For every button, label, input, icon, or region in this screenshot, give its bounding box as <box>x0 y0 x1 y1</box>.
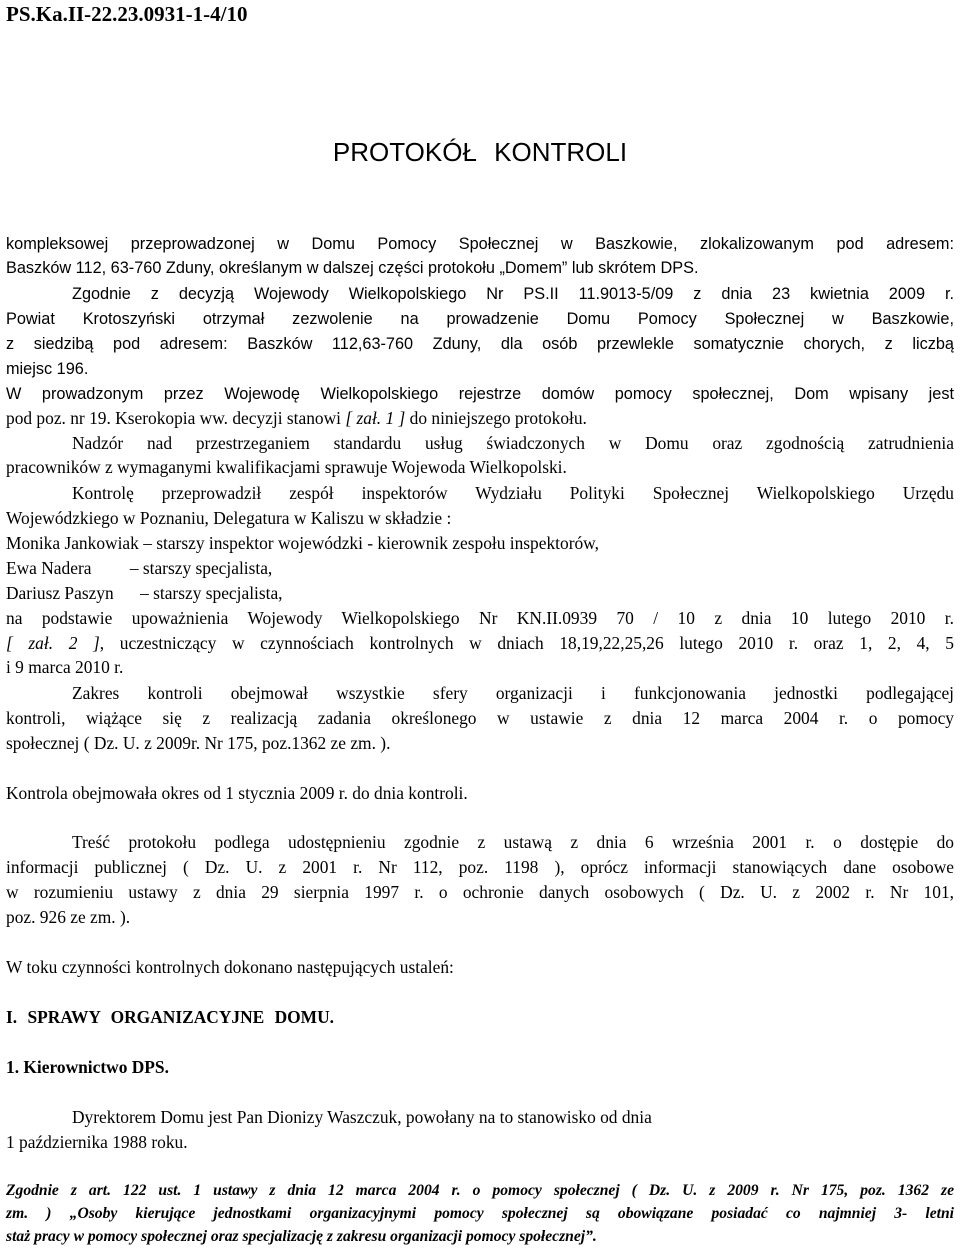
inspector-role: – starszy specjalista, <box>129 558 273 578</box>
intro-line-4: Powiat Krotoszyński otrzymał zezwolenie na prowadzenie Domu Pomocy Społecznej w Baszkowie, <box>6 310 954 328</box>
director-line-1: Dyrektorem Domu jest Pan Dionizy Waszczuk, powołany na to stanowisko od dnia <box>72 1107 652 1127</box>
disclosure-line-2: informacji publicznej ( Dz. U. z 2001 r. Nr 112, poz. 1198 ), oprócz informacji stanowiących dane osobowe <box>6 857 954 877</box>
footnote-line-2: zm. ) „Osoby kierujące jednostkami organizacyjnymi pomocy społecznej są obowiązane posiadać co najmniej 3- letni <box>6 1205 954 1222</box>
section-heading: I. SPRAWY ORGANIZACYJNE DOMU. <box>6 1007 334 1027</box>
inspector-row <box>6 531 954 555</box>
inspector-row <box>6 581 954 605</box>
intro-line-5: z siedzibą pod adresem: Baszków 112,63-760 Zduny, dla osób przewlekle somatycznie chorych, z liczbą <box>6 335 954 353</box>
inspector-role: – starszy inspektor wojewódzki - kierownik zespołu inspektorów, <box>143 533 599 553</box>
control-period: Kontrola obejmowała okres od 1 stycznia 2009 r. do dnia kontroli. <box>6 783 468 803</box>
participation-text: , uczestniczący w czynnościach kontrolnych w dniach 18,19,22,25,26 lutego 2010 r. oraz 1, 2, 4, 5 <box>99 633 954 653</box>
scope-line-1: Zakres kontroli obejmował wszystkie sfery organizacji i funkcjonowania jednostki podlegającej <box>72 683 954 703</box>
registry-text: pod poz. nr 19. Kserokopia ww. decyzji stanowi <box>6 408 346 428</box>
intro-line-3: Zgodnie z decyzją Wojewody Wielkopolskiego Nr PS.II 11.9013-5/09 z dnia 23 kwietnia 2009 r. <box>72 285 954 303</box>
participation-line <box>6 631 954 655</box>
document-reference-number: PS.Ka.II-22.23.0931-1-4/10 <box>6 2 248 26</box>
findings-intro: W toku czynności kontrolnych dokonano następujących ustaleń: <box>6 957 454 977</box>
intro-line-1: kompleksowej przeprowadzonej w Domu Pomocy Społecznej w Baszkowie, zlokalizowanym pod adresem: <box>6 235 954 253</box>
subsection-heading: 1. Kierownictwo DPS. <box>6 1057 169 1077</box>
control-team-line-2: Wojewódzkiego w Poznaniu, Delegatura w Kaliszu w składzie : <box>6 508 452 528</box>
scope-line-3: społecznej ( Dz. U. z 2009r. Nr 175, poz.1362 ze zm. ). <box>6 733 391 753</box>
intro-line-6: miejsc 196. <box>6 360 89 378</box>
disclosure-line-1: Treść protokołu podlega udostępnieniu zgodnie z ustawą z dnia 6 września 2001 r. o dostępie do <box>72 832 954 852</box>
inspector-role: – starszy specjalista, <box>140 583 283 603</box>
document-title: PROTOKÓŁ KONTROLI <box>332 137 628 167</box>
supervision-line-1: Nadzór nad przestrzeganiem standardu usług świadczonych w Domu oraz zgodnością zatrudnienia <box>72 433 954 453</box>
footnote-line-3: staż pracy w pomocy społecznej oraz specjalizację z zakresu organizacji pomocy społecznej”. <box>6 1228 597 1245</box>
disclosure-line-3: w rozumieniu ustawy z dnia 29 sierpnia 1997 r. o ochronie danych osobowych ( Dz. U. z 2002 r. Nr 101, <box>6 882 954 902</box>
attachment-2-reference: [ zał. 2 ] <box>6 633 100 653</box>
participation-continuation: i 9 marca 2010 r. <box>6 657 124 677</box>
scope-line-2: kontroli, wiążące się z realizacją zadania określonego w ustawie z dnia 12 marca 2004 r. o pomocy <box>6 708 954 728</box>
inspector-name: Monika Jankowiak <box>6 533 139 553</box>
disclosure-line-4: poz. 926 ze zm. ). <box>6 907 131 927</box>
inspector-name: Ewa Nadera <box>6 558 92 578</box>
supervision-line-2: pracowników z wymaganymi kwalifikacjami sprawuje Wojewoda Wielkopolski. <box>6 457 567 477</box>
control-team-line-1: Kontrolę przeprowadził zespół inspektorów Wydziału Polityki Społecznej Wielkopolskiego Urzędu <box>72 483 954 503</box>
footnote-line-1: Zgodnie z art. 122 ust. 1 ustawy z dnia 12 marca 2004 r. o pomocy społecznej ( Dz. U. z 2009 r. Nr 175, poz. 1362 ze <box>6 1182 954 1199</box>
inspector-name: Dariusz Paszyn <box>6 583 114 603</box>
attachment-1-reference: [ zał. 1 ] <box>345 408 406 428</box>
director-line-2: 1 października 1988 roku. <box>6 1132 188 1152</box>
intro-line-7: W prowadzonym przez Wojewodę Wielkopolskiego rejestrze domów pomocy społecznej, Dom wpisany jest <box>6 385 954 403</box>
authorization-line: na podstawie upoważnienia Wojewody Wielkopolskiego Nr KN.II.0939 70 / 10 z dnia 10 lutego 2010 r. <box>6 608 954 628</box>
inspector-row <box>6 556 954 580</box>
intro-line-2: Baszków 112, 63-760 Zduny, określanym w dalszej części protokołu „Domem” lub skrótem DPS. <box>6 259 699 277</box>
registry-text-end: do niniejszego protokołu. <box>405 408 587 428</box>
registry-line <box>6 406 954 430</box>
